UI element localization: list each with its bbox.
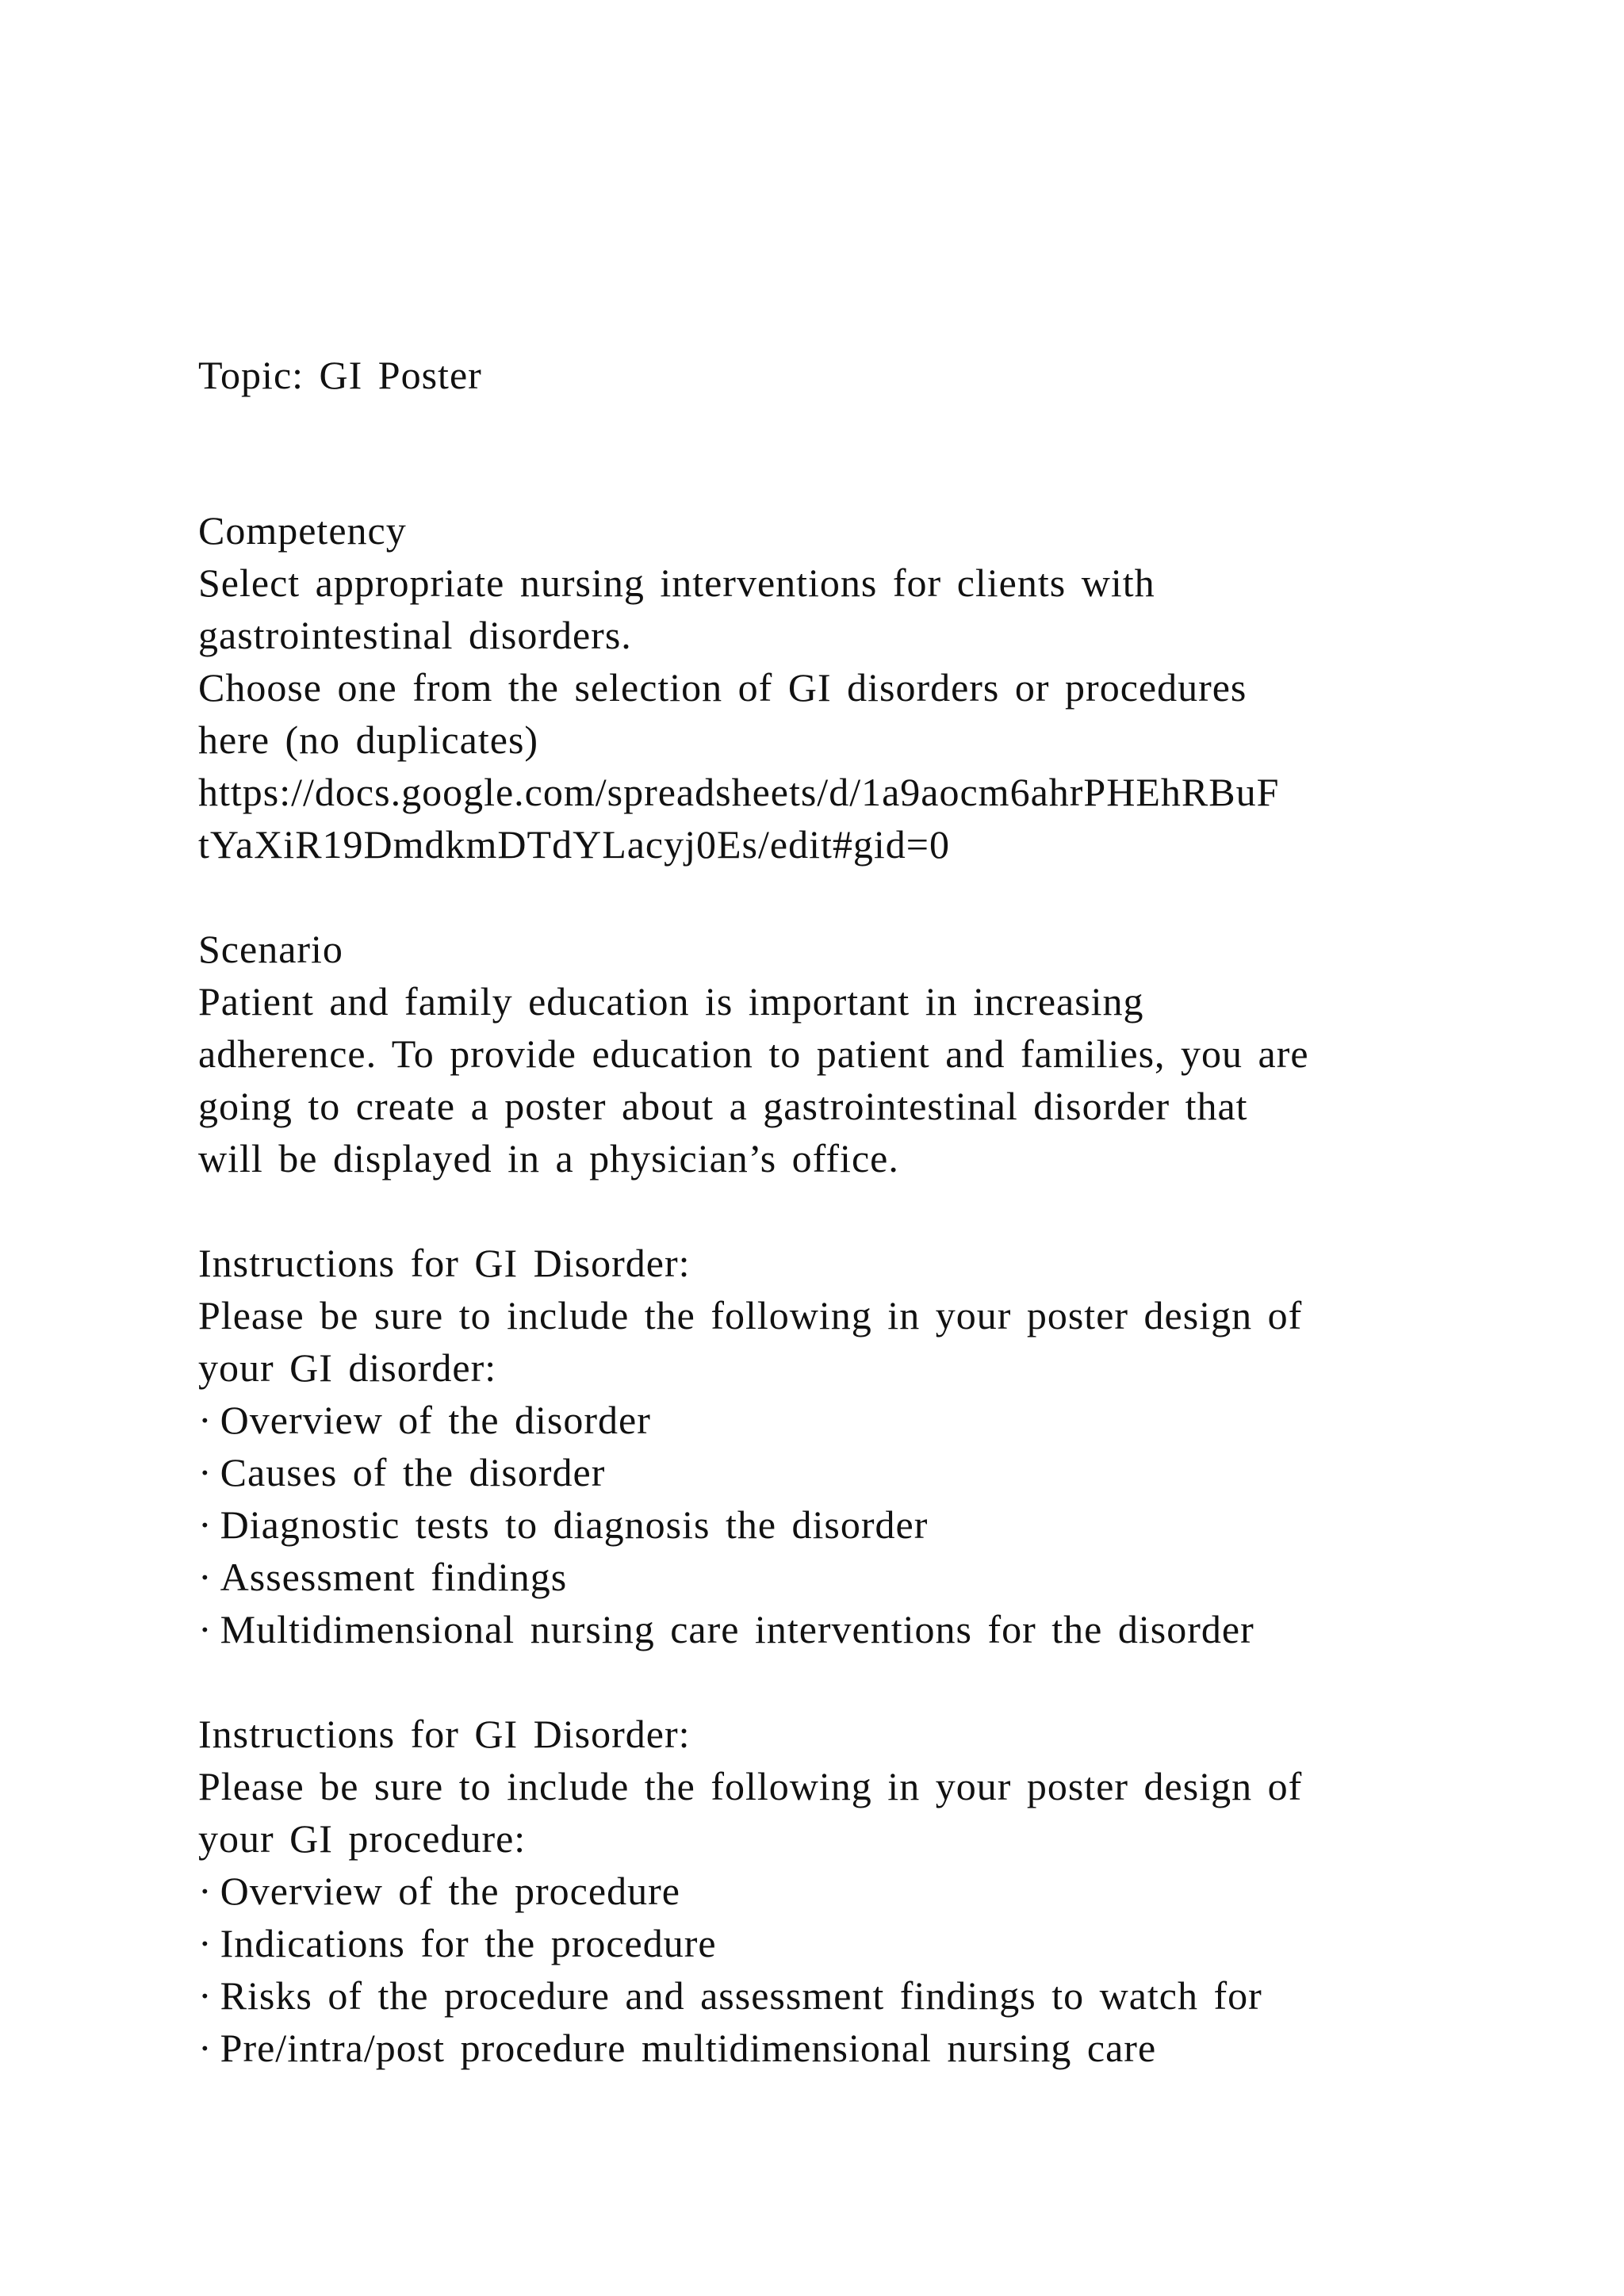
bullet-icon: · bbox=[198, 2026, 213, 2070]
spacer bbox=[198, 401, 1435, 504]
procedure-item-text: Pre/intra/post procedure multidimensional nursing care bbox=[220, 2026, 1157, 2070]
scenario-section bbox=[198, 923, 1435, 1184]
disorder-instructions-section bbox=[198, 1237, 1435, 1655]
spacer bbox=[198, 1655, 1435, 1708]
competency-line: Choose one from the selection of GI disorders or procedures bbox=[198, 665, 1247, 710]
scenario-heading: Scenario bbox=[198, 927, 343, 971]
spacer bbox=[198, 871, 1435, 923]
spreadsheet-link-part-1[interactable]: https://docs.google.com/spreadsheets/d/1a9aocm6ahrPHEhRBuF bbox=[198, 770, 1280, 814]
competency-heading: Competency bbox=[198, 508, 407, 553]
procedure-intro-line: Please be sure to include the following in your poster design of bbox=[198, 1764, 1303, 1808]
procedure-list-item bbox=[198, 1917, 1435, 1969]
bullet-icon: · bbox=[198, 1450, 213, 1494]
disorder-list-item bbox=[198, 1446, 1435, 1498]
bullet-icon: · bbox=[198, 1502, 213, 1547]
disorder-intro-line: Please be sure to include the following in your poster design of bbox=[198, 1293, 1303, 1337]
procedure-item-text: Indications for the procedure bbox=[220, 1921, 717, 1965]
disorder-item-text: Causes of the disorder bbox=[220, 1450, 606, 1494]
procedure-item-text: Overview of the procedure bbox=[220, 1869, 680, 1913]
bullet-icon: · bbox=[198, 1869, 213, 1913]
procedure-heading: Instructions for GI Disorder: bbox=[198, 1712, 691, 1756]
topic-line: Topic: GI Poster bbox=[198, 353, 482, 397]
disorder-item-text: Diagnostic tests to diagnosis the disorder bbox=[220, 1502, 929, 1547]
bullet-icon: · bbox=[198, 1607, 213, 1651]
disorder-item-text: Overview of the disorder bbox=[220, 1398, 651, 1442]
scenario-line: will be displayed in a physician’s office. bbox=[198, 1136, 899, 1181]
disorder-list-item bbox=[198, 1394, 1435, 1446]
disorder-list-item bbox=[198, 1603, 1435, 1655]
disorder-item-text: Assessment findings bbox=[220, 1555, 568, 1599]
competency-line: here (no duplicates) bbox=[198, 718, 539, 762]
scenario-line: going to create a poster about a gastrointestinal disorder that bbox=[198, 1084, 1248, 1128]
competency-section bbox=[198, 504, 1435, 871]
procedure-list-item bbox=[198, 1865, 1435, 1917]
procedure-list-item bbox=[198, 1969, 1435, 2022]
disorder-list-item bbox=[198, 1551, 1435, 1603]
bullet-icon: · bbox=[198, 1398, 213, 1442]
procedure-item-text: Risks of the procedure and assessment findings to watch for bbox=[220, 1973, 1262, 2018]
scenario-line: Patient and family education is important in increasing bbox=[198, 979, 1144, 1024]
bullet-icon: · bbox=[198, 1973, 213, 2018]
procedure-instructions-section bbox=[198, 1708, 1435, 2074]
procedure-list-item bbox=[198, 2022, 1435, 2074]
spacer bbox=[198, 1184, 1435, 1237]
scenario-line: adherence. To provide education to patient and families, you are bbox=[198, 1031, 1309, 1076]
competency-line: gastrointestinal disorders. bbox=[198, 613, 632, 657]
procedure-intro-line: your GI procedure: bbox=[198, 1816, 527, 1861]
bullet-icon: · bbox=[198, 1555, 213, 1599]
competency-line: Select appropriate nursing interventions for clients with bbox=[198, 561, 1155, 605]
disorder-intro-line: your GI disorder: bbox=[198, 1345, 497, 1390]
spreadsheet-link-part-2[interactable]: tYaXiR19DmdkmDTdYLacyj0Es/edit#gid=0 bbox=[198, 822, 950, 867]
bullet-icon: · bbox=[198, 1921, 213, 1965]
disorder-item-text: Multidimensional nursing care interventions for the disorder bbox=[220, 1607, 1254, 1651]
disorder-heading: Instructions for GI Disorder: bbox=[198, 1241, 691, 1285]
document-page bbox=[198, 349, 1435, 2074]
disorder-list-item bbox=[198, 1498, 1435, 1551]
